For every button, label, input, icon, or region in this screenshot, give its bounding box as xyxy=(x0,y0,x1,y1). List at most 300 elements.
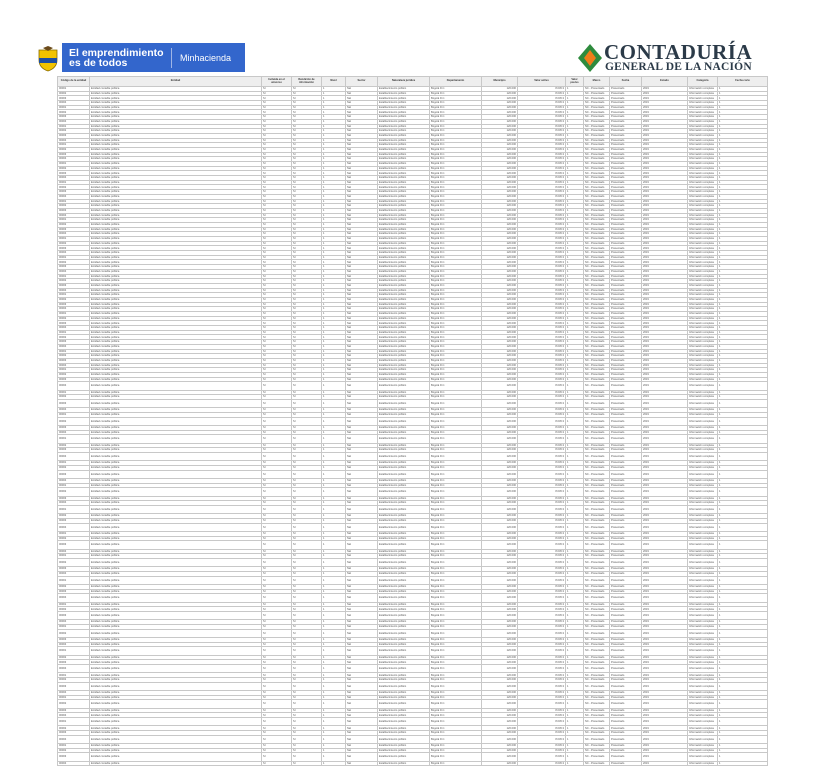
table-cell: Información completa xyxy=(688,748,718,753)
table-cell: Presentado xyxy=(610,382,642,390)
table-cell: 1 xyxy=(566,297,584,302)
table-cell: 8.045.3 xyxy=(518,297,566,302)
table-cell: 8.045.3 xyxy=(518,368,566,373)
table-cell: Bogotá D.C. xyxy=(430,731,482,736)
table-cell: Entidad contable pública xyxy=(90,655,262,660)
table-cell: NC - Presentado xyxy=(584,297,610,302)
table-cell: Entidad contable pública xyxy=(90,124,262,129)
table-cell: Establecimiento público xyxy=(378,349,430,354)
table-cell: 2019 xyxy=(642,536,688,541)
table-cell: Entidad contable pública xyxy=(90,297,262,302)
table-cell: SI xyxy=(292,708,322,713)
table-cell: 1 xyxy=(566,531,584,536)
table-cell: Entidad contable pública xyxy=(90,735,262,743)
table-cell: NC - Presentado xyxy=(584,166,610,171)
table-cell: 1 xyxy=(718,673,768,678)
table-cell: Información completa xyxy=(688,316,718,321)
table-cell: Establecimiento público xyxy=(378,453,430,461)
table-cell: Bogotá D.C. xyxy=(430,162,482,167)
table-cell: Nal xyxy=(346,708,378,713)
table-cell: 1 xyxy=(566,368,584,373)
table-cell: NC - Presentado xyxy=(584,265,610,270)
table-cell: Establecimiento público xyxy=(378,232,430,237)
table-cell: 120.000 xyxy=(482,354,518,359)
table-cell: SI xyxy=(292,349,322,354)
table-cell: SI xyxy=(262,417,292,425)
table-cell: Entidad contable pública xyxy=(90,700,262,708)
table-cell: 8.045.3 xyxy=(518,695,566,700)
table-cell: 00002 xyxy=(58,629,90,637)
table-cell: Presentado xyxy=(610,506,642,514)
table-cell: 8.045.3 xyxy=(518,718,566,726)
table-cell: 1 xyxy=(322,307,346,312)
table-cell: 1 xyxy=(718,288,768,293)
table-cell: 8.045.3 xyxy=(518,519,566,524)
table-cell: Entidad contable pública xyxy=(90,227,262,232)
table-cell: Nal xyxy=(346,465,378,470)
table-cell: NC - Presentado xyxy=(584,227,610,232)
table-cell: SI xyxy=(262,222,292,227)
table-cell: 2019 xyxy=(642,354,688,359)
table-cell: Nal xyxy=(346,279,378,284)
table-cell: Establecimiento público xyxy=(378,761,430,766)
table-cell: 00004 xyxy=(58,642,90,647)
table-cell: 120.000 xyxy=(482,425,518,430)
table-cell: Bogotá D.C. xyxy=(430,283,482,288)
table-cell: 120.000 xyxy=(482,390,518,395)
table-cell: Establecimiento público xyxy=(378,143,430,148)
table-cell: Bogotá D.C. xyxy=(430,372,482,377)
table-cell: Información completa xyxy=(688,506,718,514)
table-cell: 120.000 xyxy=(482,748,518,753)
table-cell: 1 xyxy=(566,412,584,417)
table-cell: NC - Presentado xyxy=(584,119,610,124)
table-cell: Establecimiento público xyxy=(378,559,430,567)
table-cell: Nal xyxy=(346,288,378,293)
table-cell: Establecimiento público xyxy=(378,171,430,176)
table-cell: Entidad contable pública xyxy=(90,589,262,594)
table-cell: NC - Presentado xyxy=(584,607,610,612)
table-cell: SI xyxy=(292,176,322,181)
table-cell: 00001 xyxy=(58,576,90,584)
table-cell: SI xyxy=(262,274,292,279)
table-cell: Presentado xyxy=(610,700,642,708)
table-cell: 8.045.3 xyxy=(518,576,566,584)
table-cell: 1 xyxy=(566,251,584,256)
table-cell: 1 xyxy=(322,302,346,307)
table-cell: Entidad contable pública xyxy=(90,594,262,602)
table-row xyxy=(58,665,768,673)
table-cell: Establecimiento público xyxy=(378,655,430,660)
table-cell: 1 xyxy=(566,448,584,453)
table-cell: SI xyxy=(292,691,322,696)
table-cell: 1 xyxy=(322,251,346,256)
table-cell: Entidad contable pública xyxy=(90,87,262,92)
table-cell: Nal xyxy=(346,246,378,251)
table-cell: Presentado xyxy=(610,237,642,242)
table-cell: 1 xyxy=(322,246,346,251)
table-cell: 1 xyxy=(566,567,584,572)
table-cell: Nal xyxy=(346,682,378,690)
table-cell: NC - Presentado xyxy=(584,246,610,251)
table-cell: Bogotá D.C. xyxy=(430,251,482,256)
table-cell: Establecimiento público xyxy=(378,691,430,696)
table-cell: 120.000 xyxy=(482,133,518,138)
table-cell: Presentado xyxy=(610,241,642,246)
table-cell: 1 xyxy=(718,255,768,260)
table-cell: 1 xyxy=(322,412,346,417)
table-cell: Establecimiento público xyxy=(378,297,430,302)
table-cell: 1 xyxy=(322,119,346,124)
table-cell: NC - Presentado xyxy=(584,514,610,519)
table-cell: Entidad contable pública xyxy=(90,288,262,293)
table-cell: NC - Presentado xyxy=(584,382,610,390)
table-cell: 1 xyxy=(322,377,346,382)
table-cell: SI xyxy=(262,700,292,708)
table-cell: Presentado xyxy=(610,288,642,293)
table-cell: Establecimiento público xyxy=(378,673,430,678)
table-cell: 1 xyxy=(566,753,584,761)
table-cell: SI xyxy=(292,110,322,115)
table-cell: 120.000 xyxy=(482,549,518,554)
table-cell: Nal xyxy=(346,629,378,637)
table-cell: 120.000 xyxy=(482,115,518,120)
table-cell: 1 xyxy=(322,519,346,524)
table-cell: SI xyxy=(262,514,292,519)
table-cell: Información completa xyxy=(688,567,718,572)
table-cell: 1 xyxy=(322,349,346,354)
table-cell: Bogotá D.C. xyxy=(430,691,482,696)
table-cell: Establecimiento público xyxy=(378,176,430,181)
table-cell: Nal xyxy=(346,567,378,572)
table-cell: NC - Presentado xyxy=(584,744,610,749)
table-cell: 1 xyxy=(566,208,584,213)
table-cell: 2019 xyxy=(642,390,688,395)
table-cell: 00004 xyxy=(58,213,90,218)
table-cell: 1 xyxy=(322,744,346,749)
table-cell: 1 xyxy=(566,265,584,270)
table-cell: 1 xyxy=(566,241,584,246)
table-cell: 2019 xyxy=(642,251,688,256)
table-cell: Establecimiento público xyxy=(378,358,430,363)
table-cell: 120.000 xyxy=(482,501,518,506)
table-cell: Establecimiento público xyxy=(378,363,430,368)
table-cell: 1 xyxy=(718,260,768,265)
table-cell: Información completa xyxy=(688,589,718,594)
table-cell: 1 xyxy=(718,496,768,501)
table-cell: Bogotá D.C. xyxy=(430,96,482,101)
table-cell: SI xyxy=(262,731,292,736)
table-cell: 1 xyxy=(322,554,346,559)
table-cell: SI xyxy=(292,321,322,326)
table-cell: 1 xyxy=(322,143,346,148)
table-cell: Presentado xyxy=(610,642,642,647)
table-cell: Presentado xyxy=(610,312,642,317)
table-cell: Establecimiento público xyxy=(378,501,430,506)
table-cell: Establecimiento público xyxy=(378,506,430,514)
table-cell: Presentado xyxy=(610,246,642,251)
table-cell: 1 xyxy=(718,638,768,643)
table-cell: SI xyxy=(292,166,322,171)
table-cell: Establecimiento público xyxy=(378,124,430,129)
table-cell: NC - Presentado xyxy=(584,372,610,377)
table-cell: 2019 xyxy=(642,335,688,340)
table-cell: Presentado xyxy=(610,297,642,302)
table-cell: 00003 xyxy=(58,425,90,430)
table-cell: Establecimiento público xyxy=(378,96,430,101)
table-cell: SI xyxy=(292,293,322,298)
table-cell: 00002 xyxy=(58,465,90,470)
table-cell: 2019 xyxy=(642,297,688,302)
table-cell: 1 xyxy=(566,232,584,237)
table-cell: 00002 xyxy=(58,91,90,96)
table-cell: 2019 xyxy=(642,237,688,242)
table-cell: Establecimiento público xyxy=(378,368,430,373)
table-cell: SI xyxy=(292,260,322,265)
table-cell: Presentado xyxy=(610,227,642,232)
table-cell: Bogotá D.C. xyxy=(430,368,482,373)
table-cell: Presentado xyxy=(610,726,642,731)
table-cell: 00004 xyxy=(58,501,90,506)
table-cell: 1 xyxy=(566,541,584,549)
table-cell: Entidad contable pública xyxy=(90,488,262,496)
table-cell: 00003 xyxy=(58,377,90,382)
table-row xyxy=(58,382,768,390)
table-cell: 2019 xyxy=(642,748,688,753)
table-cell: Nal xyxy=(346,448,378,453)
table-cell: Información completa xyxy=(688,541,718,549)
table-cell: 120.000 xyxy=(482,190,518,195)
table-cell: Bogotá D.C. xyxy=(430,470,482,478)
table-cell: 120.000 xyxy=(482,465,518,470)
table-cell: NC - Presentado xyxy=(584,678,610,683)
table-cell: SI xyxy=(292,465,322,470)
table-cell: 1 xyxy=(718,531,768,536)
table-cell: SI xyxy=(262,96,292,101)
table-row xyxy=(58,700,768,708)
table-cell: 8.045.3 xyxy=(518,435,566,443)
brand-slogan: El emprendimiento es de todos xyxy=(69,46,164,69)
table-cell: Bogotá D.C. xyxy=(430,612,482,620)
table-cell: SI xyxy=(262,340,292,345)
contaduria-title: CONTADURÍA xyxy=(604,40,753,64)
table-cell: 2019 xyxy=(642,363,688,368)
table-cell: 8.045.3 xyxy=(518,536,566,541)
table-cell: 8.045.3 xyxy=(518,96,566,101)
table-cell: 8.045.3 xyxy=(518,354,566,359)
table-cell: SI xyxy=(262,748,292,753)
table-cell: 8.045.3 xyxy=(518,372,566,377)
table-cell: SI xyxy=(292,731,322,736)
table-cell: 1 xyxy=(322,335,346,340)
table-cell: 00003 xyxy=(58,399,90,407)
table-cell: SI xyxy=(262,363,292,368)
table-cell: Establecimiento público xyxy=(378,665,430,673)
table-cell: 120.000 xyxy=(482,157,518,162)
table-cell: Bogotá D.C. xyxy=(430,744,482,749)
table-cell: 2019 xyxy=(642,349,688,354)
table-cell: Información completa xyxy=(688,288,718,293)
table-cell: Nal xyxy=(346,101,378,106)
table-cell: NC - Presentado xyxy=(584,363,610,368)
table-cell: Nal xyxy=(346,241,378,246)
table-cell: Información completa xyxy=(688,335,718,340)
table-cell: 1 xyxy=(566,660,584,665)
table-cell: 8.045.3 xyxy=(518,213,566,218)
table-cell: 00004 xyxy=(58,594,90,602)
table-cell: 8.045.3 xyxy=(518,152,566,157)
table-cell: Entidad contable pública xyxy=(90,470,262,478)
table-cell: 8.045.3 xyxy=(518,647,566,655)
table-cell: Bogotá D.C. xyxy=(430,185,482,190)
table-cell: Bogotá D.C. xyxy=(430,465,482,470)
table-cell: Bogotá D.C. xyxy=(430,237,482,242)
table-cell: Establecimiento público xyxy=(378,567,430,572)
table-cell: 1 xyxy=(718,321,768,326)
table-cell: Entidad contable pública xyxy=(90,133,262,138)
table-cell: Nal xyxy=(346,269,378,274)
table-cell: Información completa xyxy=(688,194,718,199)
table-cell: 120.000 xyxy=(482,453,518,461)
table-cell: Nal xyxy=(346,673,378,678)
table-cell: SI xyxy=(262,399,292,407)
table-cell: 120.000 xyxy=(482,124,518,129)
table-cell: 00002 xyxy=(58,260,90,265)
table-cell: 8.045.3 xyxy=(518,204,566,209)
table-cell: 8.045.3 xyxy=(518,713,566,718)
table-cell: SI xyxy=(262,607,292,612)
table-cell: NC - Presentado xyxy=(584,417,610,425)
table-cell: Nal xyxy=(346,321,378,326)
table-cell: Bogotá D.C. xyxy=(430,265,482,270)
table-cell: SI xyxy=(292,279,322,284)
table-cell: 8.045.3 xyxy=(518,655,566,660)
table-cell: Nal xyxy=(346,478,378,483)
table-cell: 1 xyxy=(566,288,584,293)
table-cell: Bogotá D.C. xyxy=(430,496,482,501)
table-cell: NC - Presentado xyxy=(584,115,610,120)
table-cell: 120.000 xyxy=(482,180,518,185)
table-cell: 120.000 xyxy=(482,412,518,417)
table-cell: 2019 xyxy=(642,87,688,92)
table-cell: 2019 xyxy=(642,483,688,488)
table-cell: Presentado xyxy=(610,157,642,162)
table-cell: SI xyxy=(262,718,292,726)
table-cell: Bogotá D.C. xyxy=(430,288,482,293)
table-cell: Nal xyxy=(346,523,378,531)
table-cell: 120.000 xyxy=(482,316,518,321)
table-cell: NC - Presentado xyxy=(584,541,610,549)
table-cell: Entidad contable pública xyxy=(90,638,262,643)
table-cell: 1 xyxy=(566,496,584,501)
table-cell: 1 xyxy=(322,435,346,443)
table-cell: SI xyxy=(262,349,292,354)
table-cell: Entidad contable pública xyxy=(90,344,262,349)
table-cell: Bogotá D.C. xyxy=(430,330,482,335)
table-cell: Presentado xyxy=(610,232,642,237)
table-cell: NC - Presentado xyxy=(584,269,610,274)
table-cell: 1 xyxy=(322,735,346,743)
table-cell: Bogotá D.C. xyxy=(430,274,482,279)
table-cell: SI xyxy=(262,753,292,761)
table-cell: 2019 xyxy=(642,461,688,466)
table-cell: NC - Presentado xyxy=(584,129,610,134)
table-cell: Entidad contable pública xyxy=(90,363,262,368)
table-cell: SI xyxy=(262,470,292,478)
table-cell: Información completa xyxy=(688,678,718,683)
table-cell: Presentado xyxy=(610,731,642,736)
table-cell: Entidad contable pública xyxy=(90,302,262,307)
table-cell: Establecimiento público xyxy=(378,199,430,204)
table-cell: Presentado xyxy=(610,483,642,488)
table-cell: Información completa xyxy=(688,448,718,453)
table-cell: 120.000 xyxy=(482,541,518,549)
table-row xyxy=(58,488,768,496)
table-cell: 1 xyxy=(718,576,768,584)
table-cell: Bogotá D.C. xyxy=(430,541,482,549)
table-cell: NC - Presentado xyxy=(584,536,610,541)
table-cell: 00001 xyxy=(58,368,90,373)
table-cell: SI xyxy=(262,208,292,213)
table-cell: 1 xyxy=(566,554,584,559)
table-cell: SI xyxy=(262,110,292,115)
table-cell: SI xyxy=(292,162,322,167)
table-cell: Entidad contable pública xyxy=(90,171,262,176)
table-cell: SI xyxy=(292,589,322,594)
table-cell: 1 xyxy=(566,171,584,176)
table-cell: Presentado xyxy=(610,602,642,607)
table-cell: SI xyxy=(262,237,292,242)
table-cell: Bogotá D.C. xyxy=(430,435,482,443)
table-cell: Nal xyxy=(346,185,378,190)
table-cell: 00001 xyxy=(58,143,90,148)
table-cell: 120.000 xyxy=(482,435,518,443)
table-cell: Nal xyxy=(346,519,378,524)
table-cell: SI xyxy=(292,312,322,317)
table-cell: 1 xyxy=(718,307,768,312)
table-cell: 8.045.3 xyxy=(518,162,566,167)
table-cell: NC - Presentado xyxy=(584,478,610,483)
table-cell: 2019 xyxy=(642,176,688,181)
table-cell: SI xyxy=(262,316,292,321)
table-cell: Bogotá D.C. xyxy=(430,602,482,607)
table-cell: Bogotá D.C. xyxy=(430,625,482,630)
table-cell: SI xyxy=(262,541,292,549)
table-cell: 1 xyxy=(322,748,346,753)
table-cell: 8.045.3 xyxy=(518,395,566,400)
table-cell: 2019 xyxy=(642,395,688,400)
table-cell: 8.045.3 xyxy=(518,283,566,288)
table-cell: Establecimiento público xyxy=(378,255,430,260)
table-cell: Información completa xyxy=(688,326,718,331)
table-cell: 1 xyxy=(566,638,584,643)
table-cell: 00004 xyxy=(58,101,90,106)
table-cell: Establecimiento público xyxy=(378,435,430,443)
table-cell: 8.045.3 xyxy=(518,246,566,251)
table-cell: Entidad contable pública xyxy=(90,180,262,185)
table-cell: 1 xyxy=(718,133,768,138)
table-cell: 1 xyxy=(718,312,768,317)
table-cell: 1 xyxy=(718,761,768,766)
table-cell: SI xyxy=(262,448,292,453)
table-cell: Nal xyxy=(346,372,378,377)
table-cell: Entidad contable pública xyxy=(90,483,262,488)
table-cell: 2019 xyxy=(642,260,688,265)
table-cell: Entidad contable pública xyxy=(90,213,262,218)
table-cell: 00002 xyxy=(58,488,90,496)
table-cell: Nal xyxy=(346,412,378,417)
table-cell: Información completa xyxy=(688,691,718,696)
